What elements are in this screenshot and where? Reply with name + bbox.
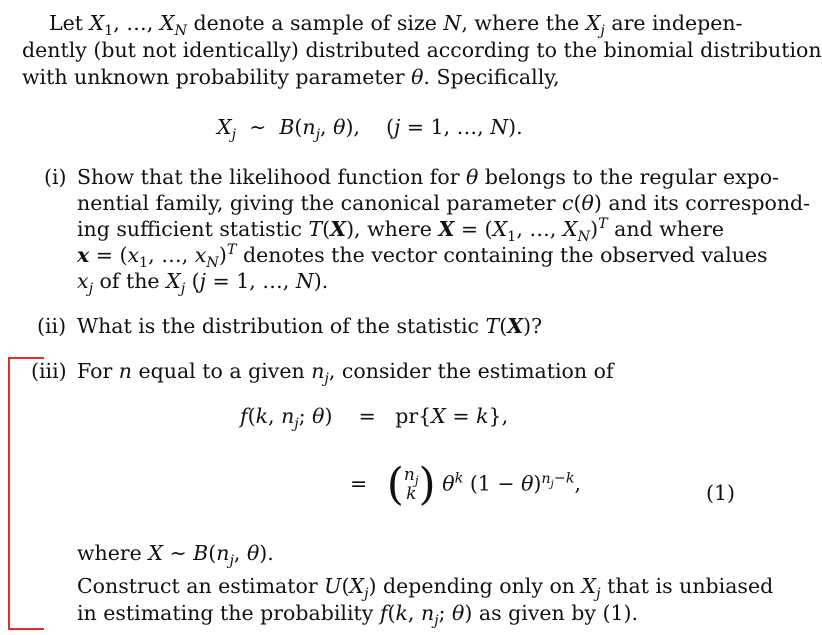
intro-line-3: with unknown probability parameter θ. Specifically,	[22, 65, 560, 89]
part-iii-where: where X ∼ $B(n_j$, θ).	[77, 541, 274, 570]
part-ii-label: (ii)	[37, 314, 67, 338]
part-iii-line-2: Construct an estimator $U(X_j)$ depending only on $X_j$ that is unbiased	[77, 574, 774, 603]
equation-1-row-1: f(k, $n_j$; θ) = pr{X = k},	[240, 404, 509, 433]
intro-line-2: dently (but not identically) distributed according to the binomial distribution	[22, 38, 822, 62]
part-iii-line-3: in estimating the probability f(k, $n_j$; θ) as given by (1).	[77, 601, 639, 630]
part-ii-text: What is the distribution of the statistic T(X)?	[77, 314, 543, 338]
binomial-coefficient: ($n_j$ k)	[386, 459, 436, 510]
part-i-line-1: Show that the likelihood function for θ belongs to the regular expo-	[77, 165, 780, 189]
equation-1-row-2: = ($n_j$ k) $\theta^k$ $(1 - \theta)^{n_j-k}$,	[350, 459, 582, 510]
intro-line-1: Let $X_1$, …, $X_N$ denote a sample of size N, where the $X_j$ are indepen-	[49, 11, 743, 40]
part-iii-line-1: For n equal to a given $n_j$, consider the estimation of	[77, 359, 614, 388]
part-iii-label: (iii)	[31, 359, 67, 383]
part-i-line-2: nential family, giving the canonical parameter c(θ) and its correspond-	[77, 191, 811, 215]
part-i-line-3: ing sufficient statistic T(X), where $X = (X_1$, …, $X_N)^T$ and where	[77, 216, 725, 246]
part-i-label: (i)	[44, 165, 67, 189]
display-equation: $X_j$ ∼ $B(n_j$, θ), (j = 1, …, N).	[217, 115, 523, 144]
equation-number: (1)	[706, 481, 736, 505]
part-i-line-5: $x_j$ of the $X_j$ (j = 1, …, N).	[77, 269, 329, 298]
red-bracket-annotation	[8, 357, 44, 630]
part-i-line-4: $x = (x_1$, …, $x_N)^T$ denotes the vector containing the observed values	[77, 242, 768, 272]
